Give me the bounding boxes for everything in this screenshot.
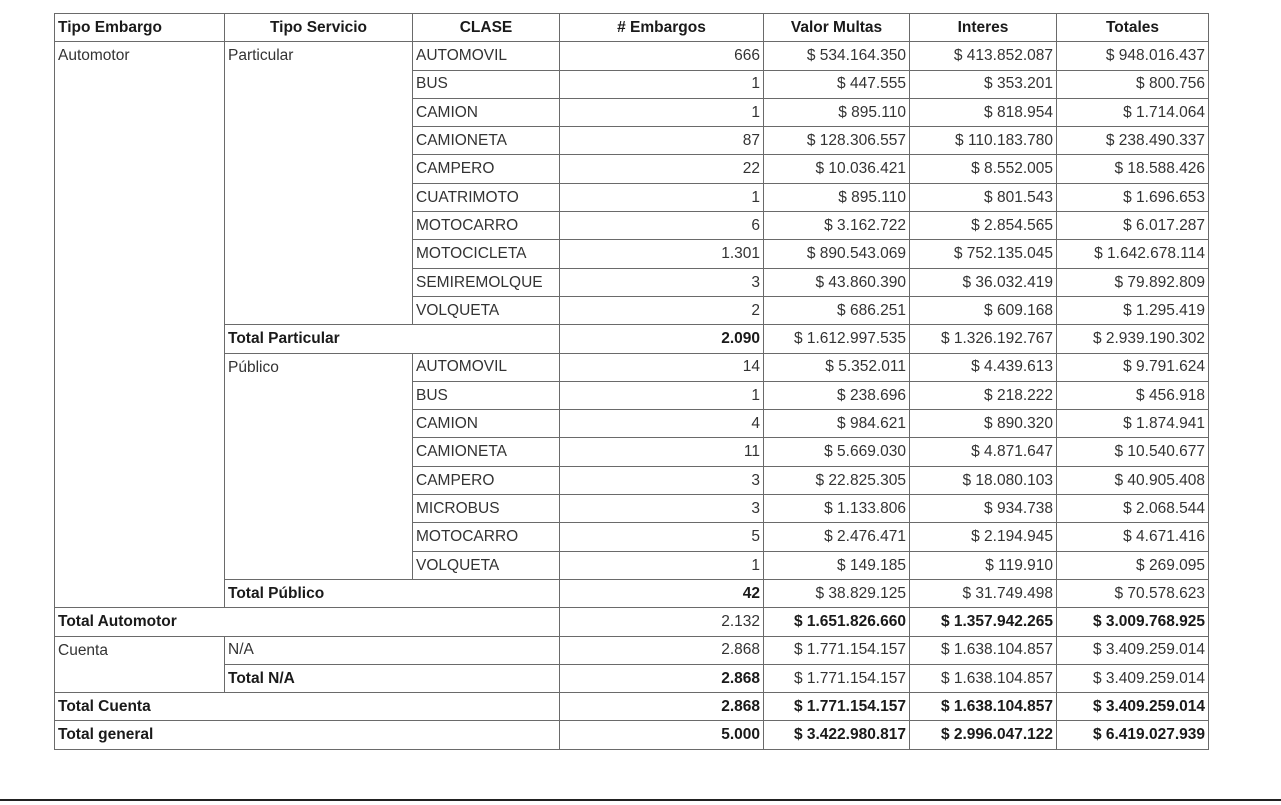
interes-cell: $ 8.552.005 [910, 155, 1057, 183]
interes-cell: $ 609.168 [910, 296, 1057, 324]
embargos-cell: 2.090 [560, 325, 764, 353]
embargos-cell: 3 [560, 495, 764, 523]
grand-total-label: Total general [55, 721, 560, 749]
embargos-cell: 1 [560, 98, 764, 126]
interes-cell: $ 36.032.419 [910, 268, 1057, 296]
header-valor-multas: Valor Multas [764, 14, 910, 42]
embargos-cell: 1 [560, 551, 764, 579]
interes-cell: $ 4.439.613 [910, 353, 1057, 381]
clase-cell: CAMPERO [413, 155, 560, 183]
totales-cell: $ 238.490.337 [1057, 127, 1209, 155]
subtotal-label: Total Particular [225, 325, 560, 353]
totales-cell: $ 2.939.190.302 [1057, 325, 1209, 353]
valor-multas-cell: $ 447.555 [764, 70, 910, 98]
clase-cell: BUS [413, 70, 560, 98]
valor-multas-cell: $ 5.669.030 [764, 438, 910, 466]
embargos-cell: 1 [560, 381, 764, 409]
totales-cell: $ 948.016.437 [1057, 42, 1209, 70]
embargos-cell: 2.868 [560, 664, 764, 692]
embargos-cell: 4 [560, 410, 764, 438]
totales-cell: $ 3.409.259.014 [1057, 636, 1209, 664]
totales-cell: $ 1.642.678.114 [1057, 240, 1209, 268]
embargos-cell: 22 [560, 155, 764, 183]
clase-cell: MOTOCICLETA [413, 240, 560, 268]
clase-cell: VOLQUETA [413, 296, 560, 324]
totales-cell: $ 3.409.259.014 [1057, 664, 1209, 692]
totales-cell: $ 6.419.027.939 [1057, 721, 1209, 749]
table-row [55, 636, 1209, 664]
clase-cell: AUTOMOVIL [413, 42, 560, 70]
clase-cell: AUTOMOVIL [413, 353, 560, 381]
embargos-cell: 3 [560, 268, 764, 296]
totales-cell: $ 40.905.408 [1057, 466, 1209, 494]
interes-cell: $ 119.910 [910, 551, 1057, 579]
interes-cell: $ 890.320 [910, 410, 1057, 438]
totales-cell: $ 18.588.426 [1057, 155, 1209, 183]
embargos-cell: 14 [560, 353, 764, 381]
valor-multas-cell: $ 1.771.154.157 [764, 693, 910, 721]
header-clase: CLASE [413, 14, 560, 42]
header-totales: Totales [1057, 14, 1209, 42]
totales-cell: $ 3.009.768.925 [1057, 608, 1209, 636]
tipo-embargo-cuenta: Cuenta [55, 636, 225, 693]
tipo-servicio-particular: Particular [225, 42, 413, 325]
embargos-cell: 5 [560, 523, 764, 551]
interes-cell: $ 31.749.498 [910, 579, 1057, 607]
total-row-cuenta [55, 693, 1209, 721]
valor-multas-cell: $ 38.829.125 [764, 579, 910, 607]
embargos-cell: 2.132 [560, 608, 764, 636]
table-row [55, 42, 1209, 70]
header-tipo-servicio: Tipo Servicio [225, 14, 413, 42]
valor-multas-cell: $ 2.476.471 [764, 523, 910, 551]
tipo-embargo-automotor: Automotor [55, 42, 225, 608]
embargos-cell: 2.868 [560, 636, 764, 664]
valor-multas-cell: $ 1.771.154.157 [764, 664, 910, 692]
interes-cell: $ 752.135.045 [910, 240, 1057, 268]
interes-cell: $ 1.638.104.857 [910, 664, 1057, 692]
clase-cell: CAMION [413, 98, 560, 126]
totales-cell: $ 3.409.259.014 [1057, 693, 1209, 721]
valor-multas-cell: $ 1.133.806 [764, 495, 910, 523]
embargos-cell: 87 [560, 127, 764, 155]
interes-cell: $ 110.183.780 [910, 127, 1057, 155]
interes-cell: $ 1.638.104.857 [910, 693, 1057, 721]
interes-cell: $ 2.194.945 [910, 523, 1057, 551]
subtotal-row-particular [55, 325, 1209, 353]
valor-multas-cell: $ 128.306.557 [764, 127, 910, 155]
interes-cell: $ 1.326.192.767 [910, 325, 1057, 353]
tipo-servicio-publico: Público [225, 353, 413, 579]
valor-multas-cell: $ 895.110 [764, 183, 910, 211]
totales-cell: $ 6.017.287 [1057, 212, 1209, 240]
embargos-cell: 6 [560, 212, 764, 240]
clase-cell: BUS [413, 381, 560, 409]
totales-cell: $ 1.696.653 [1057, 183, 1209, 211]
bottom-divider [0, 799, 1281, 801]
total-label: Total Cuenta [55, 693, 560, 721]
total-label: Total Automotor [55, 608, 560, 636]
totales-cell: $ 1.874.941 [1057, 410, 1209, 438]
embargos-cell: 1.301 [560, 240, 764, 268]
subtotal-row-na [55, 664, 1209, 692]
clase-cell: CAMION [413, 410, 560, 438]
valor-multas-cell: $ 5.352.011 [764, 353, 910, 381]
valor-multas-cell: $ 22.825.305 [764, 466, 910, 494]
totales-cell: $ 456.918 [1057, 381, 1209, 409]
table-body [55, 42, 1209, 749]
embargos-cell: 666 [560, 42, 764, 70]
subtotal-row-publico [55, 579, 1209, 607]
clase-cell: CAMIONETA [413, 127, 560, 155]
valor-multas-cell: $ 895.110 [764, 98, 910, 126]
interes-cell: $ 1.638.104.857 [910, 636, 1057, 664]
interes-cell: $ 4.871.647 [910, 438, 1057, 466]
totales-cell: $ 269.095 [1057, 551, 1209, 579]
embargos-cell: 5.000 [560, 721, 764, 749]
totales-cell: $ 2.068.544 [1057, 495, 1209, 523]
valor-multas-cell: $ 43.860.390 [764, 268, 910, 296]
subtotal-label: Total N/A [225, 664, 560, 692]
clase-cell: CAMIONETA [413, 438, 560, 466]
interes-cell: $ 934.738 [910, 495, 1057, 523]
valor-multas-cell: $ 984.621 [764, 410, 910, 438]
totales-cell: $ 79.892.809 [1057, 268, 1209, 296]
header-tipo-embargo: Tipo Embargo [55, 14, 225, 42]
interes-cell: $ 801.543 [910, 183, 1057, 211]
embargos-cell: 42 [560, 579, 764, 607]
valor-multas-cell: $ 3.422.980.817 [764, 721, 910, 749]
valor-multas-cell: $ 238.696 [764, 381, 910, 409]
valor-multas-cell: $ 890.543.069 [764, 240, 910, 268]
clase-cell: MOTOCARRO [413, 212, 560, 240]
totales-cell: $ 1.714.064 [1057, 98, 1209, 126]
totales-cell: $ 1.295.419 [1057, 296, 1209, 324]
header-interes: Interes [910, 14, 1057, 42]
totales-cell: $ 800.756 [1057, 70, 1209, 98]
clase-cell: MOTOCARRO [413, 523, 560, 551]
embargos-cell: 3 [560, 466, 764, 494]
clase-cell: VOLQUETA [413, 551, 560, 579]
header-row [55, 14, 1209, 42]
interes-cell: $ 818.954 [910, 98, 1057, 126]
valor-multas-cell: $ 534.164.350 [764, 42, 910, 70]
total-row-automotor [55, 608, 1209, 636]
totales-cell: $ 9.791.624 [1057, 353, 1209, 381]
embargos-cell: 1 [560, 183, 764, 211]
clase-cell: MICROBUS [413, 495, 560, 523]
table-row [55, 353, 1209, 381]
valor-multas-cell: $ 3.162.722 [764, 212, 910, 240]
interes-cell: $ 218.222 [910, 381, 1057, 409]
valor-multas-cell: $ 686.251 [764, 296, 910, 324]
valor-multas-cell: $ 1.771.154.157 [764, 636, 910, 664]
interes-cell: $ 2.854.565 [910, 212, 1057, 240]
embargos-report-table [54, 13, 1209, 750]
totales-cell: $ 70.578.623 [1057, 579, 1209, 607]
subtotal-label: Total Público [225, 579, 560, 607]
interes-cell: $ 413.852.087 [910, 42, 1057, 70]
embargos-cell: 2 [560, 296, 764, 324]
valor-multas-cell: $ 10.036.421 [764, 155, 910, 183]
interes-cell: $ 2.996.047.122 [910, 721, 1057, 749]
interes-cell: $ 18.080.103 [910, 466, 1057, 494]
interes-cell: $ 353.201 [910, 70, 1057, 98]
interes-cell: $ 1.357.942.265 [910, 608, 1057, 636]
valor-multas-cell: $ 149.185 [764, 551, 910, 579]
clase-cell: SEMIREMOLQUE [413, 268, 560, 296]
clase-cell: CAMPERO [413, 466, 560, 494]
embargos-cell: 11 [560, 438, 764, 466]
totales-cell: $ 10.540.677 [1057, 438, 1209, 466]
embargos-cell: 2.868 [560, 693, 764, 721]
tipo-servicio-na: N/A [225, 636, 560, 664]
header-embargos: # Embargos [560, 14, 764, 42]
valor-multas-cell: $ 1.651.826.660 [764, 608, 910, 636]
embargos-cell: 1 [560, 70, 764, 98]
totales-cell: $ 4.671.416 [1057, 523, 1209, 551]
grand-total-row [55, 721, 1209, 749]
clase-cell: CUATRIMOTO [413, 183, 560, 211]
valor-multas-cell: $ 1.612.997.535 [764, 325, 910, 353]
